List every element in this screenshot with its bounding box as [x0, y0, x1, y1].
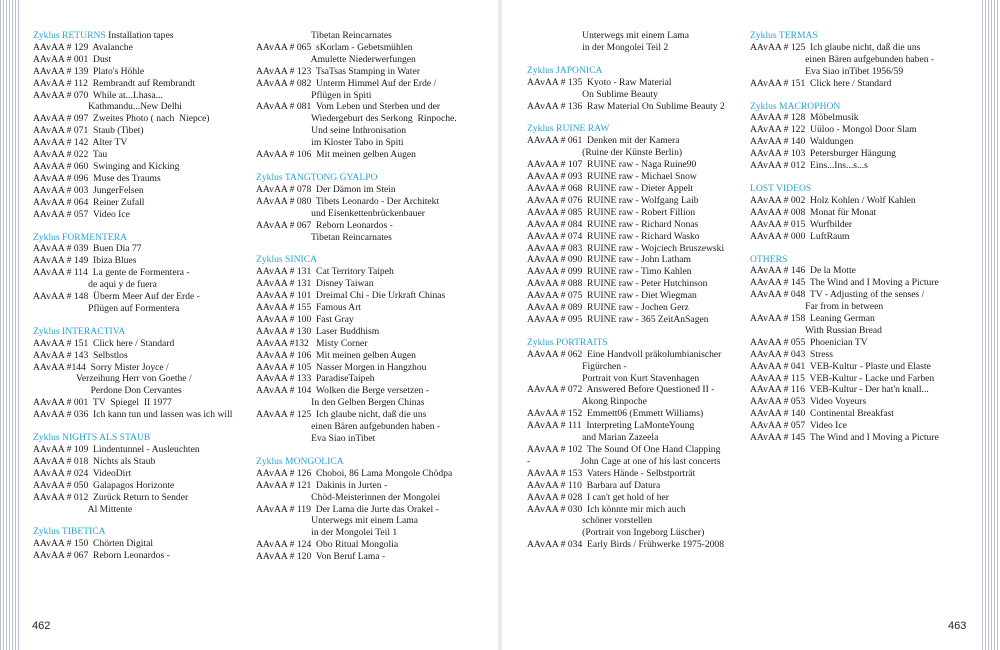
page-number-left: 462	[32, 620, 51, 632]
catalog-entry: in der Mongolei Teil 1	[256, 527, 398, 539]
catalog-entry: AAvAA # 110 Barbara auf Datura	[527, 479, 661, 491]
left-page-edge	[0, 0, 20, 650]
section-heading-title: Zyklus PORTRAITS	[527, 336, 608, 348]
catalog-entry: und Eisenkettenbrückenbauer	[256, 207, 425, 219]
catalog-entry: in der Mongolei Teil 2	[527, 41, 669, 53]
catalog-entry: AAvAA # 028 I can't get hold of her	[527, 491, 669, 503]
section-heading-title: Zyklus RETURNS	[33, 30, 106, 41]
catalog-entry: AAvAA # 146 De la Motte	[750, 265, 856, 277]
book-gutter	[497, 0, 503, 650]
catalog-entry: In den Gelben Bergen Chinas	[256, 397, 425, 409]
section-heading-title: OTHERS	[750, 253, 788, 265]
catalog-section	[33, 432, 232, 515]
catalog-entry: AAvAA # 149 Ibiza Blues	[33, 255, 137, 267]
catalog-entry: AAvAA # 106 Mit meinen gelben Augen	[256, 349, 416, 361]
catalog-entry: einen Bären aufgebunden haben -	[750, 53, 935, 65]
catalog-entry: AAvAA # 106 Mit meinen gelben Augen	[256, 149, 416, 161]
catalog-entry: AAvAA # 100 Fast Gray	[256, 313, 354, 325]
section-heading	[33, 232, 232, 244]
catalog-entry: AAvAA # 140 Continental Breakfast	[750, 408, 894, 420]
catalog-entry: Amulette Niederwerfungen	[256, 53, 416, 65]
section-heading-title: Zyklus TERMAS	[750, 30, 818, 41]
catalog-entry: AAvAA # 155 Famous Art	[256, 302, 362, 314]
catalog-entry: AAvAA # 061 Denken mit der Kamera	[527, 135, 680, 147]
catalog-entry: AAvAA # 081 Vom Leben und Sterben und der	[256, 101, 441, 113]
catalog-entry: Eva Siao inTibet 1956/59	[750, 65, 904, 77]
catalog-section	[33, 30, 232, 221]
catalog-entry: Pflügen auf Formentera	[33, 302, 180, 314]
catalog-section	[256, 172, 457, 243]
catalog-section	[256, 456, 457, 563]
catalog-entry: AAvAA # 120 Von Beruf Lama -	[256, 551, 386, 563]
column-2	[256, 30, 457, 574]
catalog-entry: AAvAA # 076 RUINE raw - Wolfgang Laib	[527, 194, 699, 206]
catalog-section	[750, 101, 939, 172]
catalog-entry: AAvAA # 068 RUINE raw - Dieter Appelt	[527, 182, 694, 194]
catalog-entry: AAvAA # 024 VideoDirt	[33, 467, 132, 479]
catalog-entry: AAvAA # 130 Laser Buddhism	[256, 325, 380, 337]
section-heading-title: Zyklus JAPONICA	[527, 64, 603, 76]
catalog-entry: AAvAA # 053 Video Voyeurs	[750, 396, 867, 408]
catalog-entry: AAvAA # 012 Eins...Ins...s...s	[750, 160, 868, 172]
catalog-entry: Perdone Don Cervantes	[33, 385, 182, 397]
catalog-entry: AAvAA # 145 The Wind and I Moving a Picture	[750, 277, 939, 289]
catalog-entry: AAvAA #132 Misty Corner	[256, 337, 368, 349]
catalog-entry: AAvAA # 096 Muse des Traums	[33, 172, 161, 184]
catalog-entry: and Marian Zazeela	[527, 432, 659, 444]
catalog-entry: AAvAA # 105 Nasser Morgen in Hangzhou	[256, 361, 427, 373]
catalog-entry: AAvAA # 072 Answered Before Questioned II -	[527, 384, 715, 396]
catalog-entry: AAvAA # 131 Cat Territory Taipeh	[256, 266, 394, 278]
catalog-entry: AAvAA # 083 RUINE raw - Wojciech Bruszewski	[527, 242, 725, 254]
catalog-entry: - John Cage at one of his last concerts	[527, 455, 721, 467]
catalog-section	[33, 326, 232, 421]
catalog-entry: AAvAA #144 Sorry Mister Joyce /	[33, 361, 169, 373]
catalog-entry: Pflügen in Spiti	[256, 89, 372, 101]
catalog-entry: AAvAA # 012 Zurück Return to Sender	[33, 491, 189, 503]
catalog-entry: (Ruine der Künste Berlin)	[527, 147, 683, 159]
section-heading-suffix: Installation tapes	[105, 30, 174, 41]
catalog-entry: AAvAA # 140 Waldungen	[750, 136, 854, 148]
catalog-entry: AAvAA # 060 Swinging and Kicking	[33, 160, 180, 172]
catalog-entry: AAvAA # 048 TV - Adjusting of the senses /	[750, 289, 925, 301]
catalog-entry: Tibetan Reincarnates	[256, 30, 392, 41]
catalog-entry: Unterwegs mit einem Lama	[256, 515, 418, 527]
section-heading	[256, 172, 457, 184]
section-heading-title: Zyklus MACROPHON	[750, 100, 841, 112]
section-heading-title: Zyklus MONGOLICA	[256, 455, 344, 467]
catalog-entry: AAvAA # 136 Raw Material On Sublime Beauty 2	[527, 100, 725, 112]
catalog-entry: AAvAA # 070 While at...Lhasa...	[33, 89, 163, 101]
catalog-entry: AAvAA # 002 Holz Kohlen / Wolf Kahlen	[750, 194, 916, 206]
section-heading	[527, 123, 725, 135]
catalog-entry: einen Bären aufgebunden haben -	[256, 421, 441, 433]
catalog-entry: Chöd-Meisterinnen der Mongolei	[256, 491, 441, 503]
section-heading	[33, 526, 232, 538]
catalog-entry: AAvAA # 055 Phoenician TV	[750, 336, 868, 348]
catalog-entry: AAvAA # 067 Reborn Leonardos -	[33, 550, 170, 562]
section-heading	[527, 337, 725, 349]
catalog-section	[750, 183, 939, 243]
catalog-entry: AAvAA # 001 Dust	[33, 53, 112, 65]
catalog-entry: AAvAA # 158 Leaning German	[750, 313, 875, 325]
catalog-entry: AAvAA # 050 Galapagos Horizonte	[33, 479, 175, 491]
catalog-entry: AAvAA # 145 The Wind and I Moving a Picture	[750, 432, 939, 444]
catalog-entry: AAvAA # 116 VEB-Kultur - Der hat'n knall...	[750, 384, 929, 396]
catalog-entry: Portrait von Kurt Stavenhagen	[527, 372, 700, 384]
catalog-entry: AAvAA # 150 Chörten Digital	[33, 538, 154, 550]
catalog-entry: AAvAA # 125 Ich glaube nicht, daß die uns	[256, 409, 427, 421]
catalog-entry: AAvAA # 123 TsaTsas Stamping in Water	[256, 65, 420, 77]
catalog-entry: AAvAA # 089 RUINE raw - Jochen Gerz	[527, 302, 689, 314]
catalog-entry: AAvAA # 148 Überm Meer Auf der Erde -	[33, 291, 200, 303]
section-heading	[750, 254, 939, 266]
column-1	[33, 30, 232, 573]
catalog-entry: AAvAA # 018 Nichts als Staub	[33, 455, 156, 467]
section-heading	[750, 183, 939, 195]
section-heading	[750, 101, 939, 113]
section-heading	[256, 456, 457, 468]
catalog-entry: AAvAA # 126 Choboi, 86 Lama Mongole Chödpa	[256, 467, 453, 479]
catalog-section	[256, 30, 457, 161]
catalog-entry: AAvAA # 090 RUINE raw - John Latham	[527, 254, 691, 266]
catalog-entry: AAvAA # 151 Click here / Standard	[750, 77, 892, 89]
catalog-entry: AAvAA # 151 Click here / Standard	[33, 337, 175, 349]
catalog-entry: AAvAA # 135 Kyoto - Raw Material	[527, 76, 672, 88]
catalog-entry: AAvAA # 075 RUINE raw - Diet Wiegman	[527, 290, 697, 302]
catalog-entry: On Sublime Beauty	[527, 88, 658, 100]
catalog-entry: AAvAA # 114 La gente de Formentera -	[33, 267, 190, 279]
catalog-entry: AAvAA # 102 The Sound Of One Hand Clapping	[527, 444, 721, 455]
catalog-entry: Kathmandu...New Delhi	[33, 101, 182, 113]
catalog-entry: AAvAA # 071 Staub (Tibet)	[33, 125, 144, 137]
catalog-entry: schöner vorstellen	[527, 515, 653, 527]
catalog-entry: AAvAA # 128 Möbelmusik	[750, 112, 859, 124]
catalog-section	[750, 30, 939, 90]
catalog-entry: AAvAA # 015 Wurfbilder	[750, 218, 853, 230]
catalog-entry: im Kloster Tabo in Spiti	[256, 137, 404, 149]
catalog-entry: AAvAA # 039 Buen Dia 77	[33, 243, 142, 255]
catalog-entry: AAvAA # 041 VEB-Kultur - Plaste und Elaste	[750, 360, 931, 372]
catalog-entry: AAvAA # 125 Ich glaube nicht, daß die uns	[750, 41, 921, 53]
column-3	[527, 30, 725, 562]
catalog-entry: AAvAA # 142 Alter TV	[33, 137, 128, 149]
catalog-entry: Akong Rinpoche	[527, 396, 647, 408]
catalog-entry: Al Mittente	[33, 503, 133, 515]
catalog-entry: AAvAA # 152 Emmett06 (Emmett Williams)	[527, 408, 704, 420]
catalog-entry: AAvAA # 119 Der Lama die Jurte das Orakel -	[256, 503, 439, 515]
catalog-section	[750, 254, 939, 445]
catalog-entry: AAvAA # 153 Vaters Hände - Selbstporträt	[527, 467, 696, 479]
catalog-entry: AAvAA # 122 Uüloo - Mongol Door Slam	[750, 124, 917, 136]
catalog-section	[527, 123, 725, 325]
section-heading	[750, 30, 939, 42]
catalog-entry: AAvAA # 139 Plato's Höhle	[33, 65, 145, 77]
section-heading-title: LOST VIDEOS	[750, 182, 812, 194]
catalog-entry: AAvAA # 067 Reborn Leonardos -	[256, 219, 393, 231]
catalog-entry: AAvAA # 103 Petersburger Hängung	[750, 148, 896, 160]
section-heading-title: Zyklus TIBETICA	[33, 526, 106, 538]
catalog-entry: AAvAA # 074 RUINE raw - Richard Wasko	[527, 230, 700, 242]
catalog-entry: AAvAA # 095 RUINE raw - 365 ZeitAnSagen	[527, 313, 709, 325]
catalog-entry: Verzeihung Herr von Goethe /	[33, 373, 192, 385]
section-heading-title: Zyklus RUINE RAW	[527, 123, 610, 135]
catalog-entry: AAvAA # 109 Lindentunnel - Ausleuchten	[33, 444, 200, 455]
catalog-entry: AAvAA # 082 Unterm Himmel Auf der Erde /	[256, 77, 437, 89]
catalog-entry: AAvAA # 001 TV Spiegel II 1977	[33, 397, 172, 409]
catalog-entry: AAvAA # 088 RUINE raw - Peter Hutchinson	[527, 278, 708, 290]
catalog-entry: Eva Siao inTibet	[256, 433, 376, 444]
catalog-entry: AAvAA # 131 Disney Taiwan	[256, 278, 374, 290]
section-heading	[256, 254, 457, 266]
catalog-entry: AAvAA # 129 Avalanche	[33, 41, 133, 53]
column-4	[750, 30, 939, 455]
page-number-right: 463	[948, 620, 967, 632]
catalog-entry: AAvAA # 030 Ich könnte mir mich auch	[527, 503, 686, 515]
catalog-entry: AAvAA # 000 LuftRaum	[750, 230, 850, 242]
section-heading-title: Zyklus FORMENTERA	[33, 231, 128, 243]
catalog-entry: AAvAA # 065 sKorlam - Gebetsmühlen	[256, 41, 413, 53]
section-heading	[33, 30, 232, 42]
catalog-entry: Figürchen -	[527, 360, 627, 372]
section-heading-title: Zyklus TANGTONG GYALPO	[256, 171, 378, 183]
catalog-section	[33, 232, 232, 315]
catalog-entry: AAvAA # 121 Dakinis in Jurten -	[256, 479, 388, 491]
catalog-entry: AAvAA # 104 Wolken die Berge versetzen -	[256, 385, 429, 397]
catalog-section	[527, 65, 725, 113]
catalog-entry: AAvAA # 034 Early Birds / Frühwerke 1975-2008	[527, 539, 725, 551]
catalog-entry: Und seine Inthronisation	[256, 125, 407, 137]
catalog-entry: AAvAA # 133 ParadiseTaipeh	[256, 373, 375, 385]
catalog-entry: With Russian Bread	[750, 324, 882, 336]
catalog-entry: AAvAA # 062 Eine Handvoll präkolumbianischer	[527, 348, 722, 360]
catalog-entry: de aqui y de fuera	[33, 279, 157, 291]
catalog-entry: AAvAA # 097 Zweites Photo ( nach Niepce)	[33, 113, 210, 125]
catalog-entry: AAvAA # 085 RUINE raw - Robert Fillion	[527, 206, 696, 218]
catalog-entry: AAvAA # 057 Video Ice	[33, 208, 130, 220]
catalog-entry: AAvAA # 057 Video Ice	[750, 420, 847, 432]
catalog-entry: AAvAA # 112 Rembrandt auf Rembrandt	[33, 77, 195, 89]
section-heading-title: Zyklus SINICA	[256, 254, 318, 266]
catalog-entry: AAvAA # 124 Obo Ritual Mongolia	[256, 539, 399, 551]
catalog-entry: AAvAA # 099 RUINE raw - Timo Kahlen	[527, 266, 692, 278]
right-page-edge	[980, 0, 1000, 650]
catalog-entry: AAvAA # 043 Stress	[750, 348, 833, 360]
catalog-entry: AAvAA # 036 Ich kann tun und lassen was ich will	[33, 409, 233, 421]
section-heading	[33, 326, 232, 338]
catalog-entry: AAvAA # 084 RUINE raw - Richard Nonas	[527, 218, 699, 230]
catalog-section	[256, 254, 457, 445]
catalog-entry: AAvAA # 008 Monat für Monat	[750, 206, 877, 218]
section-heading	[33, 432, 232, 444]
catalog-entry: AAvAA # 115 VEB-Kultur - Lacke und Farben	[750, 372, 935, 384]
catalog-entry: Unterwegs mit einem Lama	[527, 30, 689, 41]
catalog-entry: AAvAA # 107 RUINE raw - Naga Ruine90	[527, 159, 697, 171]
catalog-entry: AAvAA # 101 Dreimal Chi - Die Urkraft Chinas	[256, 290, 446, 302]
catalog-entry: AAvAA # 093 RUINE raw - Michael Snow	[527, 171, 697, 183]
catalog-entry: Tibetan Reincarnates	[256, 231, 392, 243]
section-heading-title: Zyklus NIGHTS ALS STAUB	[33, 432, 151, 444]
catalog-section	[33, 526, 232, 562]
catalog-entry: AAvAA # 111 Interpreting LaMonteYoung	[527, 420, 695, 432]
catalog-section	[527, 337, 725, 551]
catalog-section	[527, 30, 725, 54]
catalog-entry: AAvAA # 022 Tau	[33, 149, 108, 161]
catalog-entry: (Portrait von Ingeborg Lüscher)	[527, 527, 705, 539]
section-heading	[527, 65, 725, 77]
section-heading-title: Zyklus INTERACTIVA	[33, 325, 126, 337]
catalog-entry: AAvAA # 143 Selbstlos	[33, 349, 128, 361]
catalog-entry: AAvAA # 078 Der Dämon im Stein	[256, 183, 396, 195]
catalog-entry: AAvAA # 003 JungerFelsen	[33, 184, 144, 196]
catalog-entry: AAvAA # 080 Tibets Leonardo - Der Architekt	[256, 195, 440, 207]
catalog-entry: Wiedergeburt des Serkong Rinpoche.	[256, 113, 457, 125]
catalog-entry: Far from in between	[750, 301, 884, 313]
catalog-entry: AAvAA # 064 Reiner Zufall	[33, 196, 145, 208]
